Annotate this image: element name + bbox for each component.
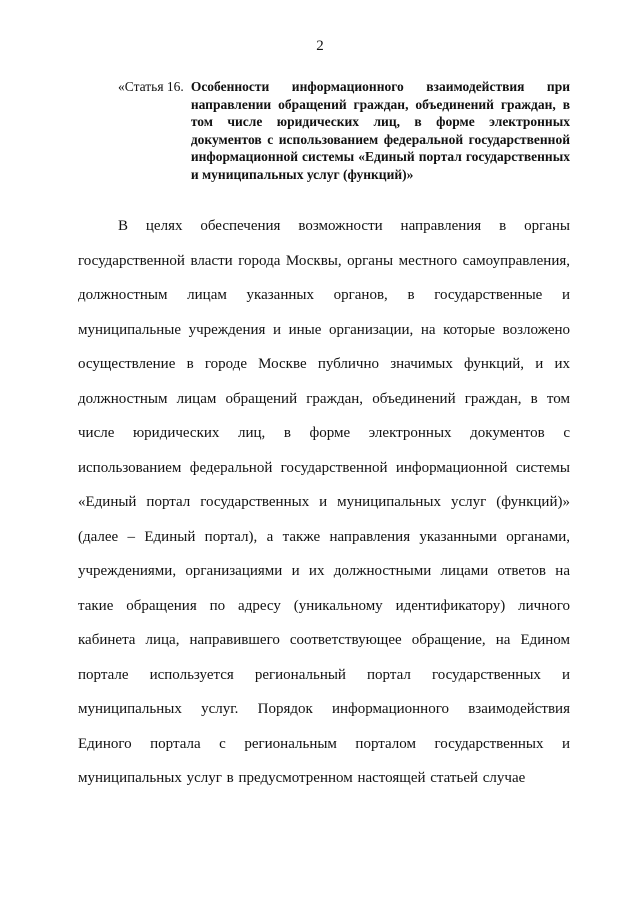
article-title: Особенности информационного взаимодействия при направлении обращений граждан, объединений граждан, в том числе юридических лиц, в форме электронных документов с использованием федеральной государственной информационной системы «Единый портал государственных и муниципальных услуг (функций)»: [190, 79, 570, 182]
page-number: 2: [316, 38, 324, 54]
article-heading: [118, 78, 570, 183]
article-label: «Статья 16.: [118, 79, 184, 94]
body-paragraph: В целях обеспечения возможности направления в органы государственной власти города Москвы, органы местного самоуправления, должностным лицам указанных органов, в государственные и муниципальные учреждения и иные организации, на которые возложено осуществление в городе Москве публично значимых функций, и их должностным лицам обращений граждан, объединений граждан, в том числе юридических лиц, в форме электронных документов с использованием федеральной государственной информационной системы «Единый портал государственных и муниципальных услуг (функций)» (далее – Единый портал), а также направления указанными органами, учреждениями, организациями и их должностными лицами ответов на такие обращения по адресу (уникальному идентификатору) личного кабинета лица, направившего соответствующее обращение, на Едином портале используется региональный портал государственных и муниципальных услуг. Порядок информационного взаимодействия Единого портала с региональным порталом государственных и муниципальных услуг в предусмотренном настоящей статьей случае: [78, 218, 570, 786]
